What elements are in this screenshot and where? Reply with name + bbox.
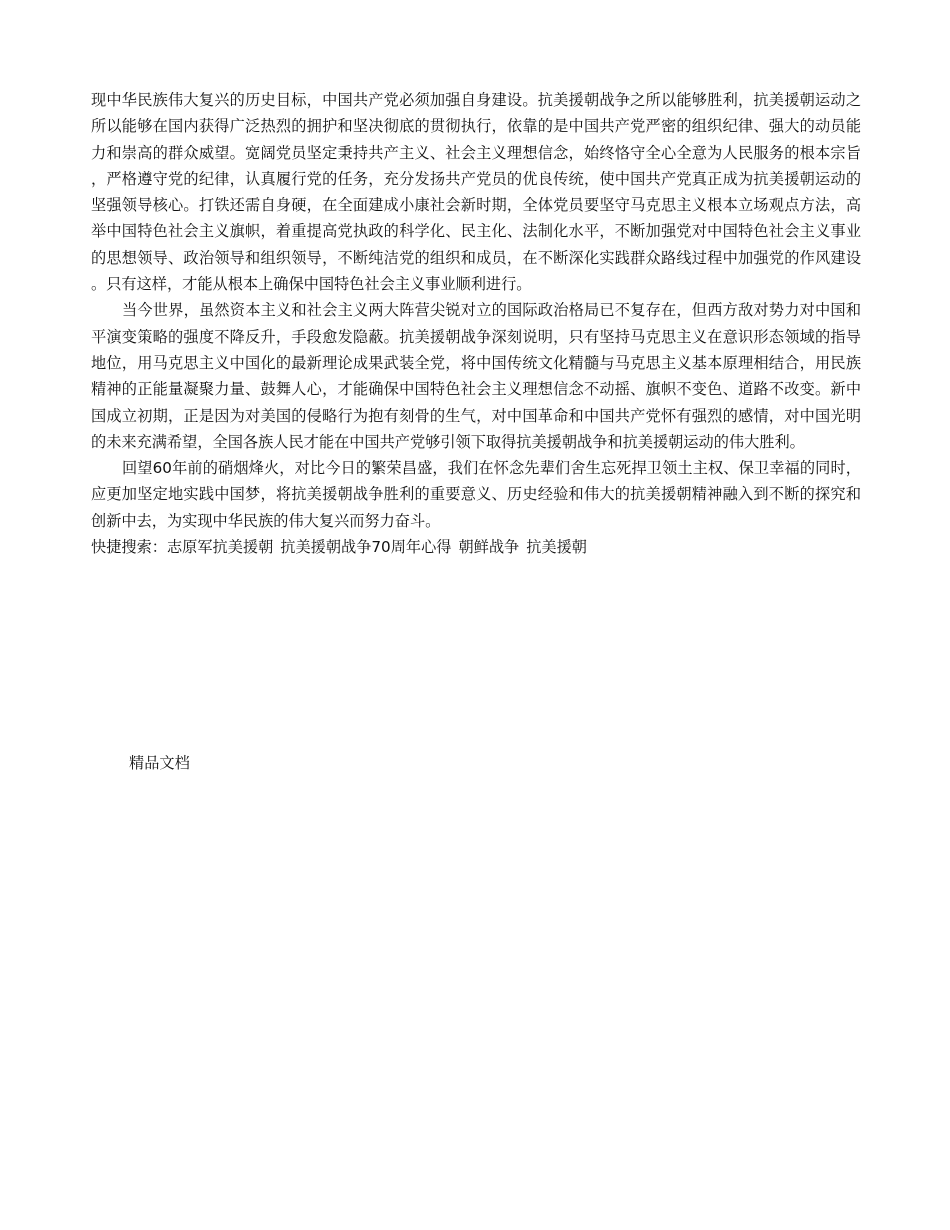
quick-search-label: 快捷搜索： [91,538,167,557]
paragraph-1: 现中华民族伟大复兴的历史目标，中国共产党必须加强自身建设。抗美援朝战争之所以能够胜利，抗美援朝运动之所以能够在国内获得广泛热烈的拥护和坚决彻底的贯彻执行，依靠的是中国共产党严密的组织纪律、强大的动员能力和崇高的群众威望。宽阔党员坚定秉持共产主义、社会主义理想信念，始终恪守全心全意为人民服务的根本宗旨，严格遵守党的纪律，认真履行党的任务，充分发扬共产党员的优良传统，使中国共产党真正成为抗美援朝运动的坚强领导核心。打铁还需自身硬，在全面建成小康社会新时期，全体党员要坚守马克思主义根本立场观点方法，高举中国特色社会主义旗帜，着重提高党执政的科学化、民主化、法制化水平，不断加强党对中国特色社会主义事业的思想领导、政治领导和组织领导，不断纯洁党的组织和成员，在不断深化实践群众路线过程中加强党的作风建设。只有这样，才能从根本上确保中国特色社会主义事业顺利进行。 [91,91,861,294]
quick-search-keyword[interactable]: 朝鲜战争 [458,538,520,557]
document-body [91,87,861,560]
paragraph-3: 回望60年前的硝烟烽火，对比今日的繁荣昌盛，我们在怀念先辈们舍生忘死捍卫领土主权、保卫幸福的同时，应更加坚定地实践中国梦，将抗美援朝战争胜利的重要意义、历史经验和伟大的抗美援朝精神融入到不断的探究和创新中去，为实现中华民族的伟大复兴而努力奋斗。 [91,459,861,530]
quick-search-keyword[interactable]: 志原军抗美援朝 [166,538,274,557]
quick-search-keyword[interactable]: 抗美援朝战争70周年心得 [280,538,452,557]
quick-search-line [91,534,861,560]
paragraph-2: 当今世界，虽然资本主义和社会主义两大阵营尖锐对立的国际政治格局已不复存在，但西方敌对势力对中国和平演变策略的强度不降反升，手段愈发隐蔽。抗美援朝战争深刻说明，只有坚持马克思主义在意识形态领域的指导地位，用马克思主义中国化的最新理论成果武装全党，将中国传统文化精髓与马克思主义基本原理相结合，用民族精神的正能量凝聚力量、鼓舞人心，才能确保中国特色社会主义理想信念不动摇、旗帜不变色、道路不改变。新中国成立初期，正是因为对美国的侵略行为抱有刻骨的生气，对中国革命和中国共产党怀有强烈的感情，对中国光明的未来充满希望，全国各族人民才能在中国共产党够引领下取得抗美援朝战争和抗美援朝运动的伟大胜利。 [91,301,861,451]
footer-watermark-text: 精品文档 [129,754,190,772]
quick-search-keyword[interactable]: 抗美援朝 [526,538,587,557]
